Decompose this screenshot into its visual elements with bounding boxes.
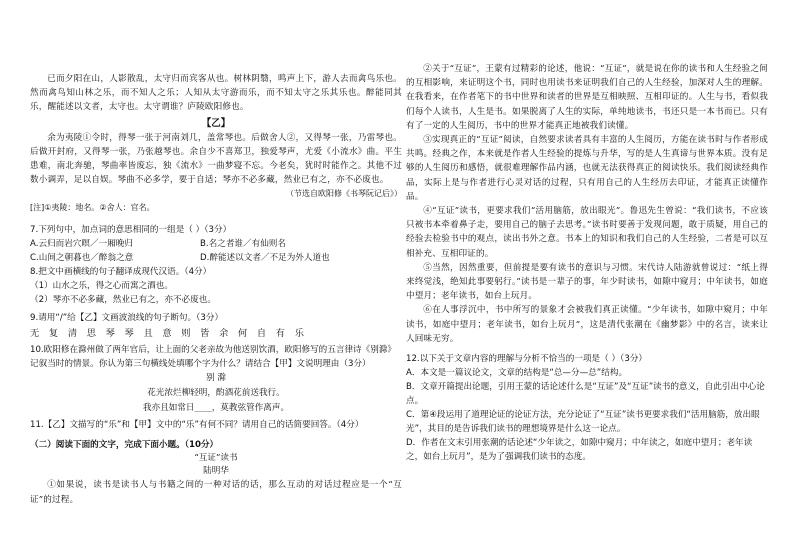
article-paragraph-4: ④“互证”读书，更要求我们“活用脑筋，放出眼光”。鲁迅先生曾说：“我们读书，不应该只被书本牵着鼻子走，要用自己的脑子去思考。”读书时要善于发现问题，敢于质疑，用自己的经验去检验书中的观点，读出书外之意。书本上的知识和我们自己的人生经验，二者是可以互相补充、互相印证的。 xyxy=(406,206,768,259)
question-7-options-row1 xyxy=(30,237,350,251)
question-9-sentence: 无 复 清 思 琴 琴 且 意 则 皆 余 何 自 有 乐 xyxy=(30,328,308,340)
question-9: 9.请用“/”给【乙】文画波浪线的句子断句。（3分） xyxy=(30,313,224,324)
passage-b: 余为夷陵①令时，得琴一张于河南刘几，盖常琴也。后做舍人②，又得琴一张，乃雷琴也。后做开封府，又得琴一张，乃张越琴也。余自少不喜郑卫，独爱琴声，尤爱《小流水》曲。平生患难，南北奔驰，琴曲率皆废忘，独《流水》一曲梦寝不忘。今老矣，犹时时能作之。其他不过数小调弄，足以自娱。琴曲不必多学，要于自适；琴亦不必多藏，然业已有之，亦不必废也。 xyxy=(30,132,402,186)
poem-line-1: 花光浓烂柳轻明，酌酒花前送我行。 xyxy=(147,388,285,399)
option-12b: B．文章开篇提出论题，引用王蒙的话论述什么是“互证”及“互证”读书的意义，自此引出中心论点。 xyxy=(406,382,765,407)
option-7d: D.醉能述以文者／不足为外人道也 xyxy=(200,253,330,264)
article-paragraph-1: ①如果说，读书是读书人与书籍之间的一种对话的话，那么互动的对话过程应是一个“互证”的过程。 xyxy=(30,480,402,505)
option-12a: A．本文是一篇议论文，文章的结构是“总—分—总”结构。 xyxy=(406,368,628,379)
article-paragraph-6: ⑥在人事浮沉中，书中所写的景象才会被我们真正读懂。“少年读书，如隙中窥月；中年读书，如庭中望月；老年读书，如台上玩月”，这是清代张潮在《幽梦影》中的名言，读来让人回味无穷。 xyxy=(406,305,768,344)
poem-title: 别 滁 xyxy=(206,373,226,384)
question-7: 7.下列句中，加点词的意思相同的一组是（ ）（3分） xyxy=(30,225,232,236)
question-12: 12.以下关于文章内容的理解与分析不恰当的一项是（ ）（3分） xyxy=(406,354,648,365)
passage-source: （节选自欧阳修《书琴阮记后》） xyxy=(286,189,402,199)
question-8: 8.把文中画横线的句子翻译成现代汉语。（4分） xyxy=(30,267,212,278)
question-8-item-2: （2）琴亦不必多藏，然业已有之，亦不必废也。 xyxy=(30,295,216,306)
article-title: “互证”读书 xyxy=(194,453,238,464)
option-7b: B.名之者谁／有仙则名 xyxy=(200,239,286,250)
passage-a-end: 已而夕阳在山，人影散乱，太守归而宾客从也。树林阴翳，鸣声上下，游人去而禽鸟乐也。然而禽鸟知山林之乐，而不知人之乐；人知从太守游而乐，而不知太守之乐其乐也。醉能同其乐，醒能述以文者，太守也。太守谓谁？庐陵欧阳修也。 xyxy=(30,74,402,113)
left-column xyxy=(30,72,402,507)
question-11: 11.【乙】文描写的“乐”和【甲】文中的“乐”有何不同？请用自己的话简要回答。（4分） xyxy=(30,420,364,431)
section-b-title: 【乙】 xyxy=(201,117,231,129)
option-7c: C.山间之朝暮也／醉翁之意 xyxy=(30,253,134,264)
poem-line-2: 我亦且如常日____，莫教弦管作离声。 xyxy=(142,403,290,414)
right-column xyxy=(406,62,768,464)
article-author: 陆明华 xyxy=(203,466,229,477)
question-8-item-1: （1）山水之乐，得之心而寓之酒也。 xyxy=(30,281,173,292)
question-7-options-row2 xyxy=(30,251,350,265)
section-2-heading: （二）阅读下面的文字，完成下面小题。（10分） xyxy=(30,440,219,451)
article-paragraph-5: ⑤当然，因然重要，但前提是要有读书的意识与习惯。宋代诗人陆游就曾说过：“纸上得来终觉浅，绝知此事要躬行。”读书是一辈子的事，年少时读书，如隙中窥月；中年读书，如庭中望月；老年读书，如台上玩月。 xyxy=(406,262,768,302)
option-7a: A.云归而岩穴暝／一厢晚归 xyxy=(30,239,133,250)
article-paragraph-3: ③实现真正的“互证”阅读，自然要求读者具有丰富的人生阅历，方能在读书时与作者形成共鸣。经典之作，本来就是作者人生经验的提炼与升华，写的是人生真谛与世界本质。没有足够的人生阅历和感悟，就很难理解作品内涵，也就无法获得真正的阅读快乐。我们阅读经典作品，实际上是与作者进行心灵对话的过程，只有用自己的人生经历去印证，才能真正读懂作品。 xyxy=(406,135,768,202)
option-12c: C．第④段运用了道理论证的论证方法，充分论证了“互证”读书更要求我们“活用脑筋，放出眼光”，其目的是告诉我们读书的理想境界是什么这一论点。 xyxy=(406,410,760,435)
option-12d: D．作者在文末引用张潮的话论述“少年读之，如隙中窥月；中年读之，如庭中望月；老年读之，如台上玩月”，是为了强调我们读书的态度。 xyxy=(406,438,753,463)
passage-note: [注]①夷陵：地名。②舍人：官名。 xyxy=(30,203,155,213)
article-paragraph-2: ②关于“互证”，王蒙有过精彩的论述，他说：“互证”，就是说在你的读书和人生经验之间的互相影响，来证明这个书，同时也用读书来证明我们自己的人生经验，加深对人生的理解。在我看来，在作者笔下的书中世界和读者的世界是互相映照、互相印证的。人生与书，看似我们每个人读书，人生是书。如果脱离了人生的实际，单纯地读书，书还只是一本书而已。只有有了一定的人生阅历，书中的世界才能真正地被我们读懂。 xyxy=(406,64,768,131)
question-10: 10.欧阳修在滁州做了两年官后，让上面的父老亲故为他送别饮酒，欧阳修写的五言律诗《别滁》记叙当时的情景。你认为第三句横线处填哪个字为什么？请结合【甲】文说明理由（3分） xyxy=(30,345,397,370)
